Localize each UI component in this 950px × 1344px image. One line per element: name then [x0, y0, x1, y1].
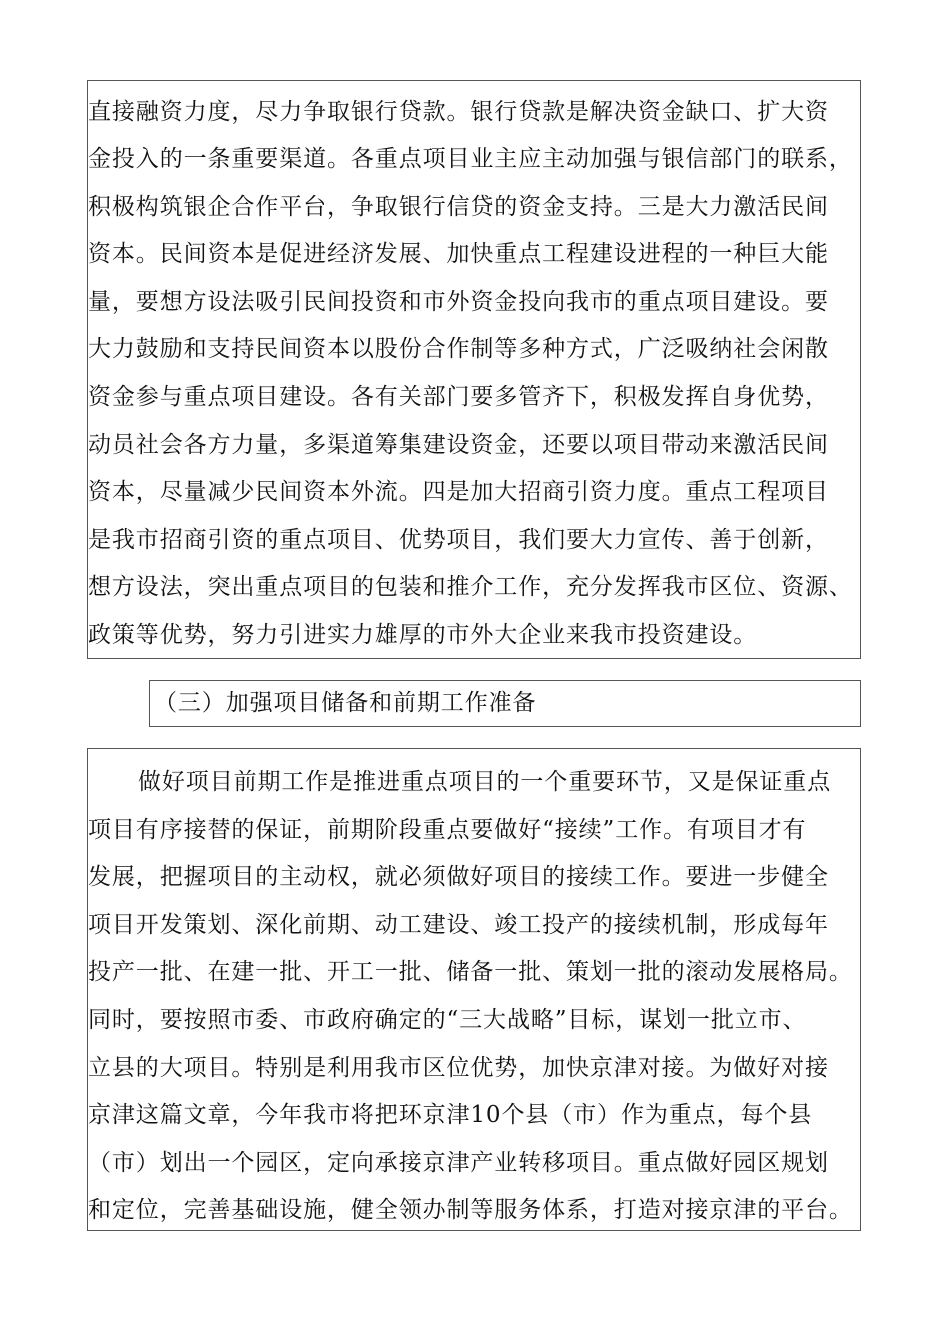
- paragraph-line: 金投入的一条重要渠道。各重点项目业主应主动加强与银信部门的联系，: [88, 146, 853, 172]
- paragraph-line: 京津这篇文章，今年我市将把环京津10个县（市）作为重点，每个县: [88, 1102, 813, 1128]
- paragraph-line: 立县的大项目。特别是利用我市区位优势，加快京津对接。为做好对接: [88, 1055, 829, 1081]
- paragraph-first-line: 做好项目前期工作是推进重点项目的一个重要环节，又是保证重点: [138, 769, 832, 795]
- section-heading: （三）加强项目储备和前期工作准备: [154, 690, 537, 716]
- paragraph-line: 发展，把握项目的主动权，就必须做好项目的接续工作。要进一步健全: [88, 864, 829, 890]
- paragraph-line: 想方设法，突出重点项目的包装和推介工作，充分发挥我市区位、资源、: [88, 574, 853, 600]
- paragraph-line: 资本。民间资本是促进经济发展、加快重点工程建设进程的一种巨大能: [88, 241, 829, 267]
- paragraph-line: 资金参与重点项目建设。各有关部门要多管齐下，积极发挥自身优势，: [88, 384, 829, 410]
- text-block-financing: [87, 80, 861, 659]
- paragraph-line: 和定位，完善基础设施，健全领办制等服务体系，打造对接京津的平台。: [88, 1197, 853, 1223]
- paragraph-line: 量，要想方设法吸引民间投资和市外资金投向我市的重点项目建设。要: [88, 289, 829, 315]
- section-heading-box: [149, 680, 861, 727]
- paragraph-line: （市）划出一个园区，定向承接京津产业转移项目。重点做好园区规划: [88, 1150, 829, 1176]
- paragraph-line: 大力鼓励和支持民间资本以股份合作制等多种方式，广泛吸纳社会闲散: [88, 336, 829, 362]
- paragraph-line: 积极构筑银企合作平台，争取银行信贷的资金支持。三是大力激活民间: [88, 194, 829, 220]
- paragraph-line: 同时，要按照市委、市政府确定的“三大战略”目标，谋划一批立市、: [88, 1007, 807, 1033]
- paragraph-line: 资本，尽量减少民间资本外流。四是加大招商引资力度。重点工程项目: [88, 479, 829, 505]
- paragraph-line: 项目开发策划、深化前期、动工建设、竣工投产的接续机制，形成每年: [88, 912, 829, 938]
- paragraph-line: 政策等优势，努力引进实力雄厚的市外大企业来我市投资建设。: [88, 622, 758, 648]
- paragraph-line: 投产一批、在建一批、开工一批、储备一批、策划一批的滚动发展格局。: [88, 959, 853, 985]
- paragraph-line: 是我市招商引资的重点项目、优势项目，我们要大力宣传、善于创新，: [88, 527, 829, 553]
- paragraph-line: 项目有序接替的保证，前期阶段重点要做好“接续”工作。有项目才有: [88, 817, 807, 843]
- paragraph-line: 直接融资力度，尽力争取银行贷款。银行贷款是解决资金缺口、扩大资: [88, 99, 829, 125]
- text-block-preparation: [87, 748, 861, 1231]
- paragraph-line: 动员社会各方力量，多渠道筹集建设资金，还要以项目带动来激活民间: [88, 432, 829, 458]
